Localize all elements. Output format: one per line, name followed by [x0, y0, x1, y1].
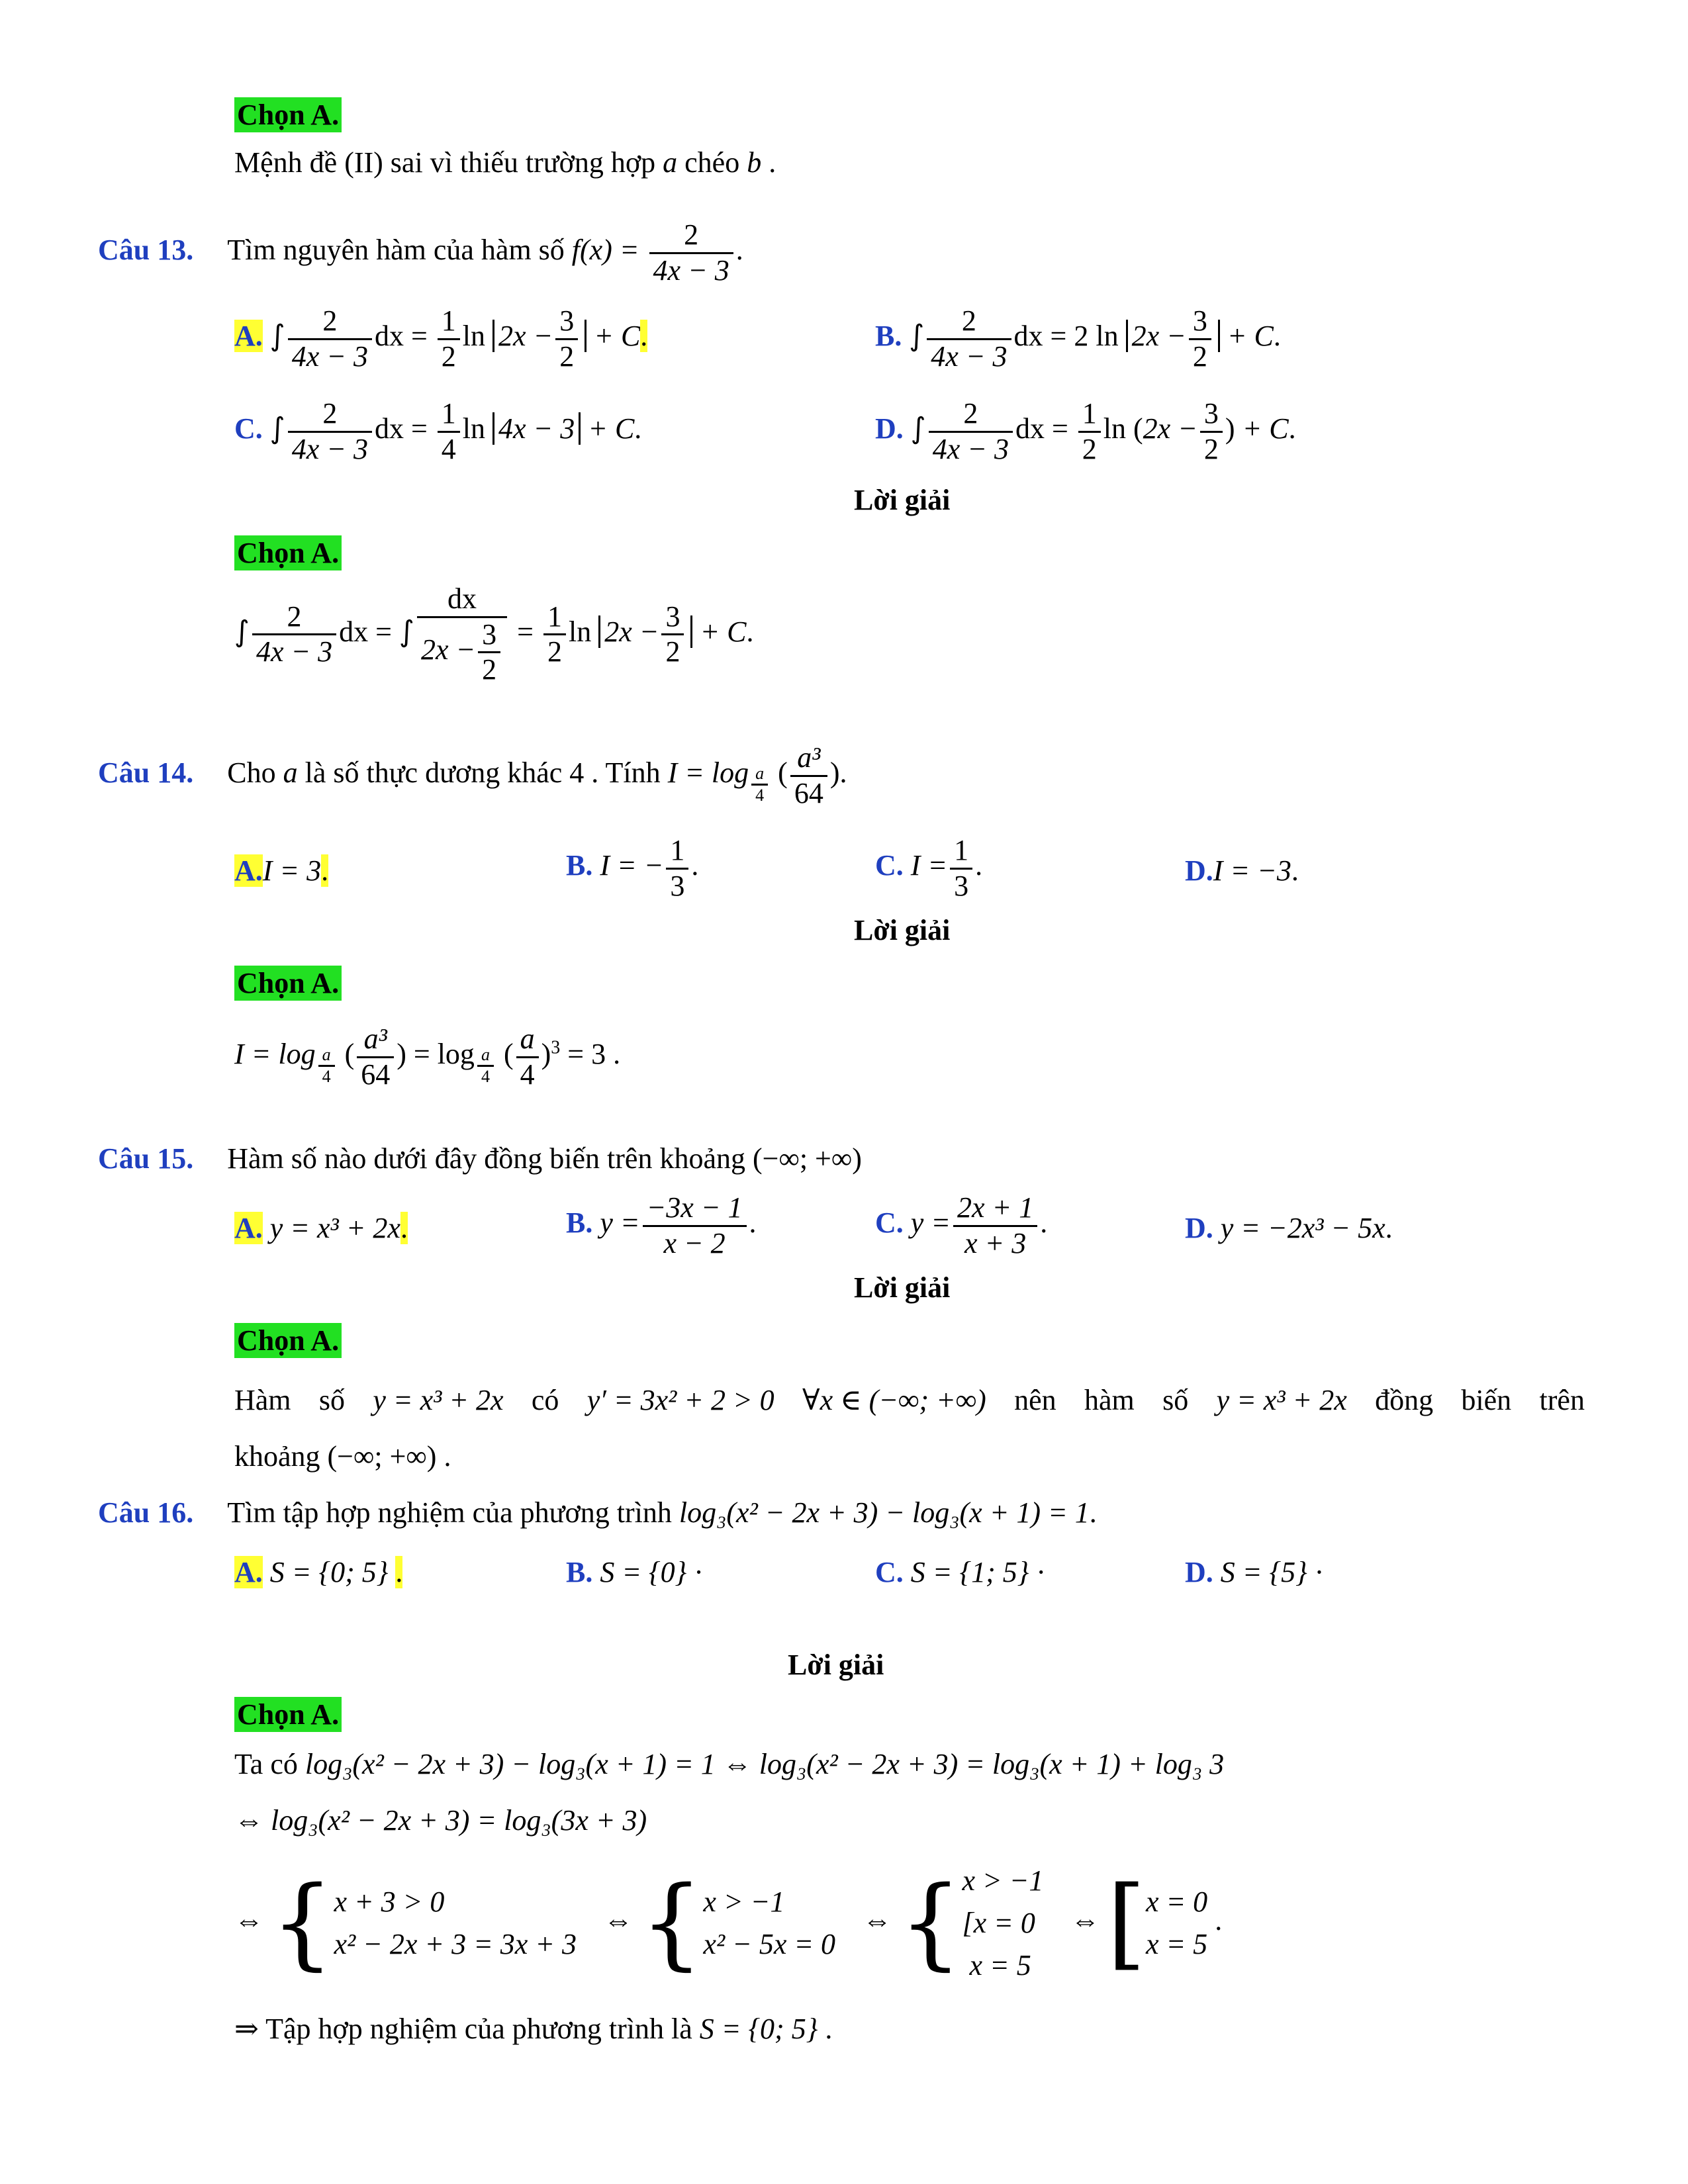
q15-option-b[interactable]: B. y = $\frac{-3x - 1}{x - 2}$ . [566, 1191, 757, 1259]
q16-conclusion: ⇒ Tập hợp nghiệm của phương trình là S = {0; 5} . [234, 2013, 833, 2045]
q15-solution-line1: Hàm số y = x³ + 2x có y′ = 3x² + 2 > 0 ∀x ∈ (−∞; +∞) nên hàm số y = x³ + 2x đồng biến trên [234, 1384, 1585, 1416]
q16-solution-line1: Ta có log₃(x² − 2x + 3) − log₃(x + 1) = 1 ⇔ log₃(x² − 2x + 3) = log₃(x + 1) + log₃ 3 [234, 1748, 1225, 1780]
q12-answer-badge: Chọn A. [234, 98, 342, 132]
q16-question: Câu 16. Tìm tập hợp nghiệm của phương trình log₃(x² − 2x + 3) − log₃(x + 1) = 1. [98, 1496, 1097, 1529]
q16-solution-line2: ⇔ log₃(x² − 2x + 3) = log₃(3x + 3) [234, 1804, 647, 1837]
q14-option-a[interactable]: A.I = 3. [234, 854, 329, 887]
q13-loi-giai: Lời giải [854, 484, 951, 516]
q14-answer-badge: Chọn A. [234, 966, 342, 1000]
q14-option-c[interactable]: C. I = $\frac{1}{3}$ . [875, 834, 983, 902]
q15-option-d[interactable]: D. y = −2x³ − 5x. [1185, 1212, 1393, 1244]
q14-option-b[interactable]: B. I = − $\frac{1}{3}$ . [566, 834, 699, 902]
q15-option-c[interactable]: C. y = $\frac{2x + 1}{x + 3}$ . [875, 1191, 1048, 1259]
q16-option-d[interactable]: D. S = {5} · [1185, 1556, 1325, 1588]
q13-solution: ∫ $\frac{2}{4x - 3}$ dx = ∫ dx 2x − $\frac{3}{2}$ = $\frac{1}{2}$ ln 2x − $\frac{3}{2}$ + C. [234, 582, 754, 686]
q15-answer-badge: Chọn A. [234, 1324, 342, 1357]
q15-option-a[interactable]: A. y = x³ + 2x. [234, 1212, 408, 1244]
q16-option-a[interactable]: A. S = {0; 5} . [234, 1556, 403, 1588]
q13-option-d[interactable]: D. ∫ $\frac{2}{4x - 3}$ dx = $\frac{1}{2}$ ln (2x − $\frac{3}{2}$ ) + C. [875, 397, 1296, 465]
q13-answer-badge: Chọn A. [234, 536, 342, 570]
q15-question: Câu 15. Hàm số nào dưới đây đồng biến trên khoảng (−∞; +∞) [98, 1142, 862, 1175]
q16-option-c[interactable]: C. S = {1; 5} · [875, 1556, 1046, 1588]
q15-solution-line2: khoảng (−∞; +∞) . [234, 1440, 451, 1473]
q14-loi-giai: Lời giải [854, 914, 951, 946]
q16-solution-systems: ⇔ { x + 3 > 0 x² − 2x + 3 = 3x + 3 ⇔ { x > −1 x² − 5x = 0 ⇔ { x > −1 [x = 0 x = 5 ⇔ [ x = 0 x = 5 . [234, 1864, 1223, 1981]
q13-option-a[interactable]: A. ∫ $\frac{2}{4x - 3}$ dx = $\frac{1}{2}$ ln 2x − $\frac{3}{2}$ + C. [234, 304, 648, 373]
q13-option-c[interactable]: C. ∫ $\frac{2}{4x - 3}$ dx = $\frac{1}{4}$ ln 4x − 3 + C. [234, 397, 642, 465]
q14-question: Câu 14. Cho a là số thực dương khác 4 . Tính I = log $_{\frac{a}{4}}$ ( $\frac{\text{a³}}{64}$ ). [98, 741, 847, 809]
q13-option-b[interactable]: B. ∫ $\frac{2}{4x - 3}$ dx = 2 ln 2x − $\frac{3}{2}$ + C. [875, 304, 1281, 373]
q16-loi-giai: Lời giải [788, 1649, 884, 1681]
q14-solution: I = log $_{\frac{a}{4}}$ ( $\frac{\text{a³}}{64}$ ) = log $_{\frac{a}{4}}$ ( $\frac{a}{4}$ )$^3$ = 3 . [234, 1023, 621, 1091]
q16-answer-badge: Chọn A. [234, 1698, 342, 1731]
q15-loi-giai: Lời giải [854, 1271, 951, 1304]
q13-question: Câu 13. Tìm nguyên hàm của hàm số f(x) = $\frac{2}{4x - 3}$ . [98, 218, 743, 287]
q16-option-b[interactable]: B. S = {0} · [566, 1556, 704, 1588]
q14-option-d[interactable]: D.I = −3. [1185, 854, 1299, 887]
q12-solution: Mệnh đề (II) sai vì thiếu trường hợp a chéo b . [234, 146, 776, 179]
